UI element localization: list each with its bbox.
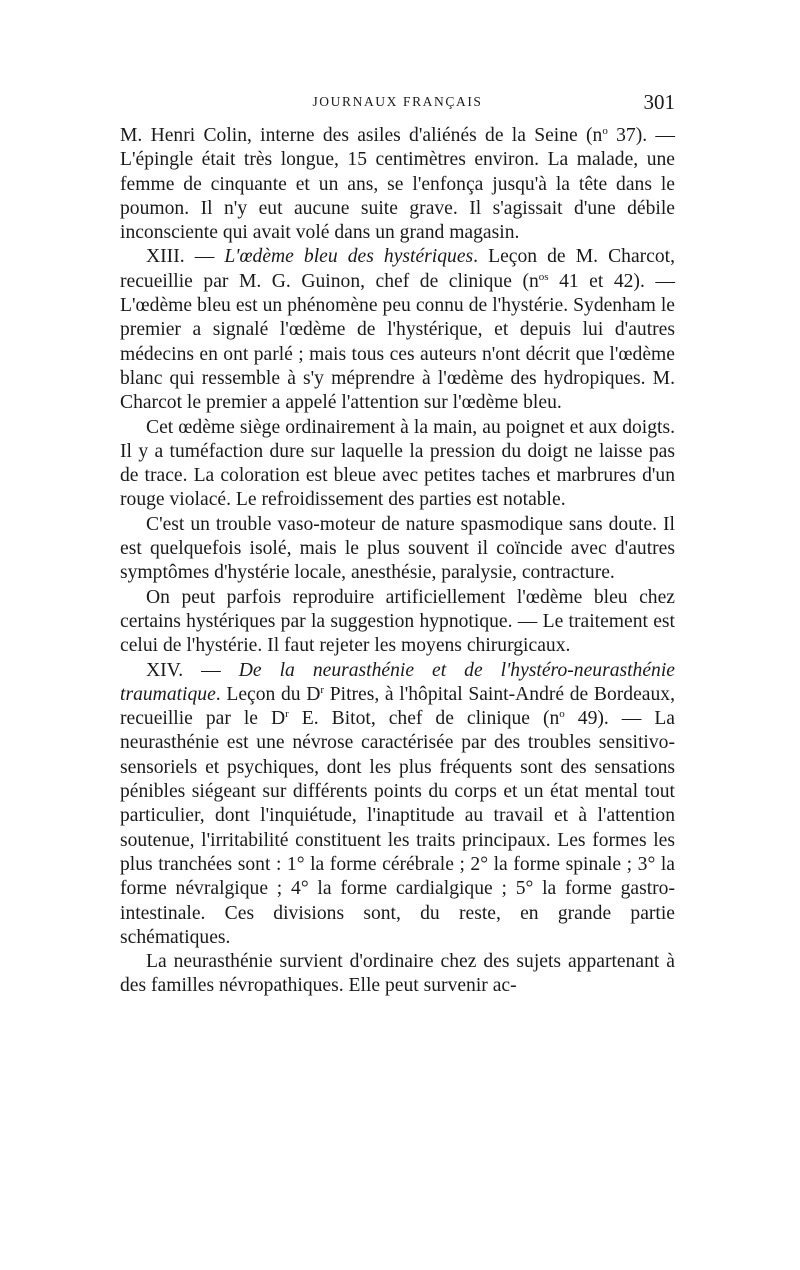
superscript: r (285, 708, 289, 721)
section-title: L'œdème bleu des hystériques (224, 246, 474, 268)
paragraph-vaso-moteur: C'est un trouble vaso-moteur de nature spasmodique sans doute. Il est quelquefois isolé, mais le plus souvent il coïncide avec d'autres symptômes d'hystérie locale, anesthésie, paralysie, contracture. (120, 513, 675, 584)
paragraph-oedeme-siege: Cet œdème siège ordinairement à la main, au poignet et aux doigts. Il y a tuméfaction dure sur laquelle la pression du doigt ne laisse pas de trace. La coloration est bleue avec petites taches et marbrures d'un rouge violacé. Le refroidissement des parties est notable. (120, 416, 675, 511)
paragraph-traitement: On peut parfois reproduire artificiellement l'œdème bleu chez certains hystériques par la suggestion hypnotique. — Le traitement est celui de l'hystérie. Il faut rejeter les moyens chirurgicaux. (120, 586, 675, 657)
superscript: o (602, 125, 608, 137)
text-run: 37). — L'épingle était très longue, 15 centimètres environ. La malade, une femme de cinquante et un ans, se l'enfonça jusqu'à la tête dans le poumon. Il n'y eut aucune suite grave. Il s'agissait d'une débile inconsciente qui avait volé dans un grand magasin. (120, 125, 675, 244)
page-number: 301 (643, 90, 675, 114)
section-number: XIV. — (146, 659, 239, 681)
running-title: JOURNAUX FRANÇAIS (312, 94, 483, 109)
section-title: De la neurasthénie et de l'hystéro-neurasthénie traumatique (120, 659, 675, 705)
text-run: . Leçon de M. Charcot, recueillie par M. G. Guinon, chef de clinique (n (120, 246, 676, 292)
text-run: M. Henri Colin, interne des asiles d'aliénés de la Seine (n (120, 125, 603, 146)
superscript: o (559, 708, 565, 721)
paragraph-neurasthenie: La neurasthénie survient d'ordinaire chez des sujets appartenant à des familles névropathiques. Elle peut survenir ac- (120, 951, 675, 997)
text-run: Pitres, à l'hôpital Saint-André de Bordeaux, recueillie par le D (120, 683, 675, 730)
text-run: . Leçon du D (215, 683, 321, 705)
text-run: 41 et 42). — L'œdème bleu est un phénomène peu connu de l'hystérie. Sydenham le premier a signalé l'œdème de l'hystérique, et depuis lui d'autres médecins en ont parlé ; mais tous ces auteurs n'ont décrit que l'œdème blanc qui ressemble à s'y méprendre à l'œdème des hydropiques. M. Charcot le premier a appelé l'attention sur l'œdème bleu. (120, 270, 675, 414)
paragraph-colin (120, 124, 675, 245)
text-run: 49). — La neurasthénie est une névrose caractérisée par des troubles sensitivo-sensoriels et psychiques, dont les plus fréquents sont des sensations pénibles siégeant sur différents points du corps et un état mental tout particulier, dont l'inquiétude, l'inaptitude au travail et à l'attention soutenue, l'irritabilité constituent les traits principaux. Les formes les plus tranchées sont : 1° la forme cérébrale ; 2° la forme spinale ; 3° la forme névralgique ; 4° la forme cardialgique ; 5° la forme gastro-intestinale. Ces divisions sont, du reste, en grande partie schématiques. (120, 708, 676, 948)
paragraph-section-xiv (120, 659, 675, 951)
section-number: XIII. — (146, 246, 225, 268)
running-head (120, 90, 675, 120)
body-text (120, 124, 675, 999)
superscript: r (320, 683, 325, 696)
journal-page (120, 90, 675, 999)
superscript: os (538, 270, 549, 283)
paragraph-section-xiii (120, 245, 675, 415)
text-run: E. Bitot, chef de clinique (n (288, 708, 560, 730)
